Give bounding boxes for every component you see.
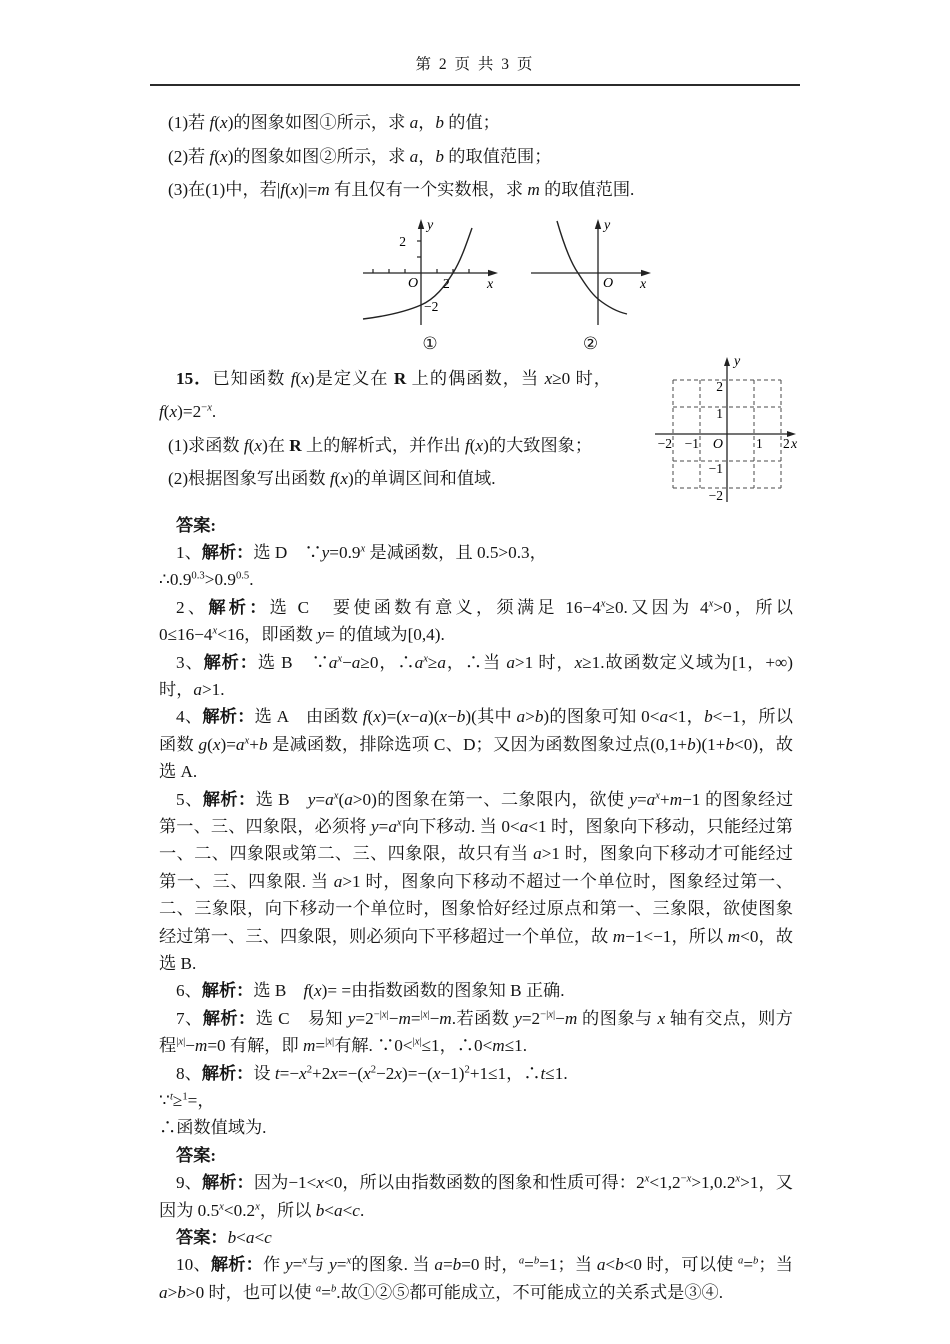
- answers-section: [159, 512, 793, 1307]
- grid-ytick-pos1: 1: [716, 405, 723, 421]
- grid-origin-label: O: [712, 436, 723, 452]
- grid-ytick-neg1: −1: [708, 460, 723, 476]
- answers-label-1: 答案:: [176, 515, 217, 535]
- fig2-y-label: y: [604, 217, 611, 233]
- question-14-parts: [159, 106, 793, 207]
- answer-8: 8、解析：设 $t=-x^2+2x=-(x^2-2x)=-(x-1)^2+1\le 1$，∴t≤1.: [176, 1063, 568, 1083]
- figure-1: [355, 213, 505, 354]
- fig1-y-arrow-icon: [418, 219, 424, 229]
- answer-9-result: 答案：b<a<c: [176, 1228, 272, 1248]
- q14-part3: (3)在(1)中，若|f(x)|=m 有且仅有一个实数根，求 m 的取值范围.: [168, 180, 635, 199]
- answer-3: 3、解析：选 B $\because a^x-a\ge 0$，$\therefore a^x\ge a$，∴当 a>1 时，x≥1.故函数定义域为[1，+∞)时，a>1.: [159, 652, 793, 699]
- grid-xtick-neg2: −2: [657, 435, 672, 451]
- fig2-x-label: x: [640, 276, 647, 292]
- grid-x-label: x: [791, 436, 798, 452]
- fig1-yintercept-label: −2: [424, 298, 439, 314]
- grid-xtick-pos2: 2: [783, 435, 790, 451]
- answers-label-2: 答案:: [176, 1145, 217, 1165]
- figure-1-graph: [355, 213, 505, 331]
- fig1-xtick-label: 2: [443, 275, 450, 291]
- fig1-y-label: y: [427, 217, 434, 233]
- answer-8-continued-2: ∴函数值域为.: [159, 1118, 267, 1138]
- fig2-x-arrow-icon: [641, 269, 651, 275]
- q14-part2: (2)若 f(x)的图象如图②所示，求 a，b 的取值范围；: [168, 146, 552, 166]
- answer-2: 2、解析：选 C 要使函数有意义，须满足 $16-4^x\ge 0$.又因为 $4^x>0$，所以 $0\le 16-4^x<16$，即函数 y= 的值域为[0,4).: [159, 597, 793, 645]
- document-body: [159, 106, 798, 1306]
- grid-ytick-neg2: −2: [708, 487, 723, 503]
- figure-2: [523, 213, 658, 354]
- fig2-origin-label: O: [603, 275, 614, 291]
- grid-graph: [635, 352, 803, 507]
- answer-7: 7、解析：选 C 易知 $y=2^{-|x|}-m=^{|x|}-m$.若函数 $y=2^{-|x|}-m$ 的图象与 x 轴有交点，则方程$^{|x|}$−m=0 有解，即 m=$^{|x|}$有解. ∵0<$^{|x|}$≤1，∴0<m≤1.: [159, 1008, 793, 1056]
- answer-1-continued: $\therefore 0.9^{0.3}>0.9^{0.5}$.: [159, 570, 254, 590]
- grid-y-label: y: [734, 353, 741, 369]
- question-15: [159, 353, 798, 503]
- figure-2-caption: ②: [582, 333, 599, 353]
- q15-part1: (1)求函数 f(x)在 R 上的解析式，并作出 f(x)的大致图象；: [168, 435, 593, 455]
- figure-2-graph: [523, 213, 658, 331]
- grid-y-arrow-icon: [724, 357, 730, 366]
- q15-part2: (2)根据图象写出函数 f(x)的单调区间和值域.: [168, 469, 496, 488]
- fig1-origin-label: O: [408, 275, 419, 291]
- fig1-x-label: x: [487, 276, 494, 292]
- page-number-text: 第 2 页 共 3 页: [415, 56, 535, 73]
- page-header: [0, 52, 950, 74]
- q15-statement: 15．已知函数 f(x)是定义在 R 上的偶函数，当 x≥0 时，$f(x)=2^{-x}$.: [159, 368, 611, 421]
- answer-10: 10、解析：作 y=$^x$与 y=$^x$的图象. 当 a=b=0 时，$^a$=$^b$=1；当 a<b<0 时，可以使 $^a$=$^b$；当 a>b>0 时，也可以使 $^a$=$^b$.故①②⑤都可能成立，不可能成立的关系式是③④.: [159, 1255, 793, 1302]
- figure-row: [355, 213, 793, 354]
- answer-9: 9、解析：因为−1<x<0，所以由指数函数的图象和性质可得：$2^x<1,2^{-x}>1,0.2^x>1$，又因为 $0.5^x<0.2^x$，所以 b<a<c.: [159, 1173, 793, 1220]
- grid-ytick-pos2: 2: [716, 378, 723, 394]
- question-15-figure: [635, 352, 803, 512]
- answer-6: 6、解析：选 B f(x)= =由指数函数的图象知 B 正确.: [176, 981, 565, 1001]
- answer-4: 4、解析：选 A 由函数 f(x)=(x−a)(x−b)(其中 a>b)的图象可知 0<a<1，b<−1，所以函数 $g(x)=a^x+b$ 是减函数，排除选项 C、D；又因为函数图象过点(0,1+b)(1+b<0)，故选 A.: [159, 707, 793, 782]
- answer-1: 1、解析：选 D $\because y=0.9^x$ 是减函数，且 0.5>0.3，: [176, 542, 547, 562]
- header-divider: [150, 84, 800, 86]
- fig2-y-arrow-icon: [595, 219, 601, 229]
- fig2-exponential-curve: [557, 221, 627, 314]
- figure-1-caption: ①: [422, 333, 438, 353]
- answer-8-continued-1: ∵$^t$≥$^1$=，: [159, 1091, 215, 1111]
- grid-xtick-neg1: −1: [684, 435, 699, 451]
- answer-5: 5、解析：选 B $y=a^x(a>0)$的图象在第一、二象限内，欲使 $y=a^x+m-1$ 的图象经过第一、三、四象限，必须将 $y=a^x$向下移动. 当 0<a<1 时，图象向下移动，只能经过第一、二、四象限或第二、三、四象限，故只有当 a>1 时，图象向下移动才可能经过第一、三、四象限. 当 a>1 时，图象向下移动不超过一个单位时，图象经过第一、二、三象限，向下移动一个单位时，图象恰好经过原点和第一、三象限，欲使图象经过第一、三、四象限，则必须向下平移超过一个单位，故 m−1<−1，所以 m<0，故选 B.: [159, 789, 794, 973]
- fig1-ytick-label: 2: [399, 233, 406, 249]
- fig1-x-arrow-icon: [488, 269, 498, 275]
- grid-xtick-pos1: 1: [756, 435, 763, 451]
- q14-part1: (1)若 f(x)的图象如图①所示，求 a，b 的值；: [168, 113, 500, 132]
